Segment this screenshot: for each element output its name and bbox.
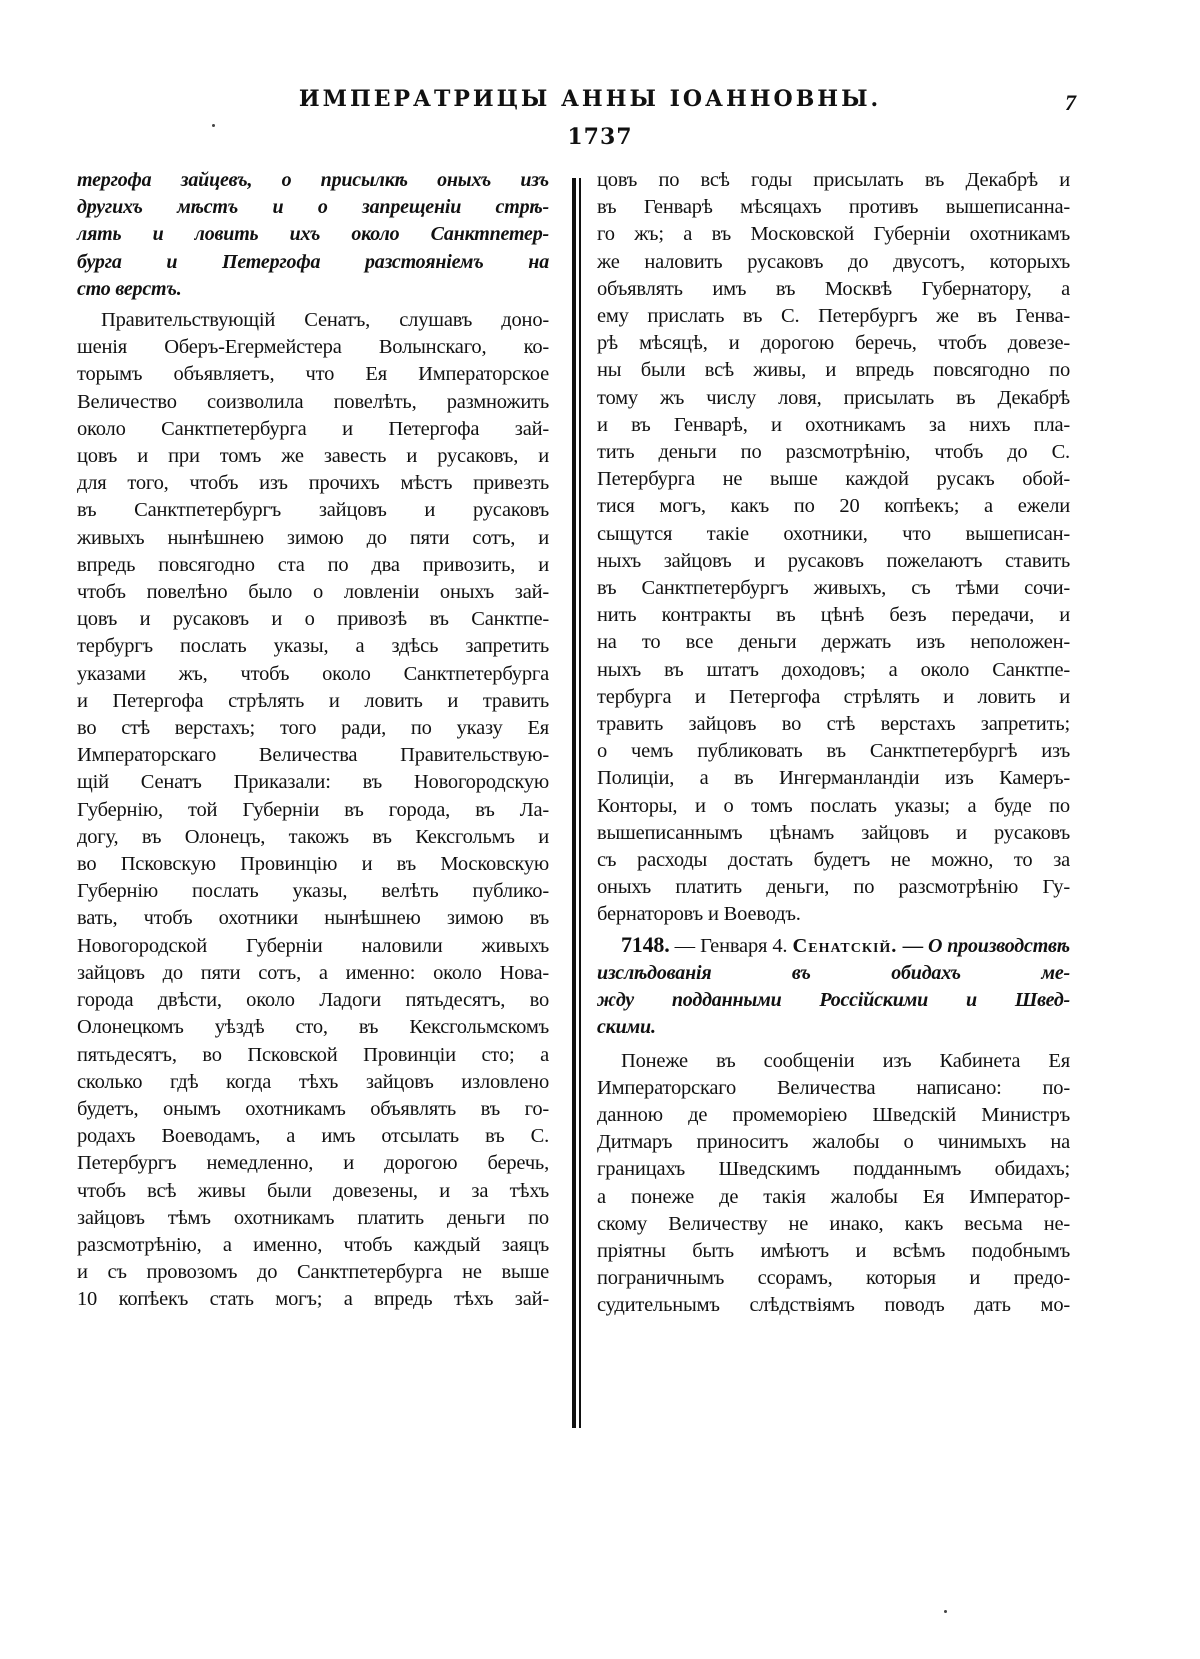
text-line: сыщутся такіе охотники, что вышеписан- <box>597 522 1070 545</box>
text-line: тися могъ, какъ по 20 копѣекъ; а ежели <box>597 495 1070 518</box>
print-speck <box>944 1610 947 1613</box>
text-line: будетъ, онымъ охотникамъ объявлять въ го- <box>77 1097 549 1120</box>
text-line: чтобъ всѣ живы были довезены, и за тѣхъ <box>77 1179 549 1202</box>
text-line: во стѣ верстахъ; того ради, по указу Ея <box>77 717 549 740</box>
text-line: границахъ Шведскимъ подданнымъ обидахъ; <box>597 1158 1070 1181</box>
text-line: травить зайцовъ во стѣ верстахъ запретить; <box>597 713 1070 736</box>
column-divider-thick <box>572 178 576 1428</box>
text-line: на то все деньги держать изъ неположен- <box>597 631 1070 654</box>
text-line: зайцовъ до пяти сотъ, а именно: около Нова- <box>77 961 549 984</box>
text-line: бернаторовъ и Воеводъ. <box>597 903 801 926</box>
text-line: чтобъ повелѣно было о ловленіи оныхъ зай- <box>77 581 549 604</box>
text-line: 10 копѣекъ стать могъ; а впредь тѣхъ зай- <box>77 1288 549 1311</box>
text-line: родахъ Воеводамъ, а имъ отсылать въ С. <box>77 1125 549 1148</box>
title-line: тергофа зайцевъ, о присылкѣ оныхъ изъ <box>77 169 549 191</box>
text-line: во Псковскую Провинцію и въ Московскую <box>77 853 549 876</box>
text-line: для того, чтобъ изъ прочихъ мѣстъ привезть <box>77 472 549 495</box>
text-line: пріятны быть имѣютъ и всѣмъ подобнымъ <box>597 1239 1070 1262</box>
text-line: и съ провозомъ до Санктпетербурга не выше <box>77 1261 549 1284</box>
text-line: данною де промеморіею Шведскій Министръ <box>597 1103 1070 1126</box>
column-divider-thin <box>579 178 581 1428</box>
title-line: сто верстъ. <box>77 277 182 300</box>
entry-dash: — <box>674 934 695 957</box>
page-number: 7 <box>1065 90 1076 115</box>
text-line: Полиціи, а въ Ингерманландіи изъ Камеръ- <box>597 767 1070 790</box>
text-line: объявлять имъ въ Москвѣ Губернатору, а <box>597 277 1070 300</box>
text-line: судительнымъ слѣдствіямъ поводъ дать мо- <box>597 1294 1070 1317</box>
text-line: догу, въ Олонецъ, такожъ въ Кексгольмъ и <box>77 825 549 848</box>
text-line: вышеписаннымъ цѣнамъ зайцовъ и русаковъ <box>597 821 1070 844</box>
entry-title-line: скими. <box>597 1016 656 1039</box>
decree-title <box>77 167 549 303</box>
text-line: и Петергофа стрѣлять и ловить и травить <box>77 689 549 712</box>
text-line: въ Генварѣ мѣсяцахъ противъ вышеписанна- <box>597 196 1070 219</box>
text-line: скому Величеству не инако, какъ весьма не- <box>597 1212 1070 1235</box>
text-line: города двѣсти, около Ладоги пятьдесятъ, во <box>77 989 549 1012</box>
running-head: ИМПЕРАТРИЦЫ АННЫ ІОАННОВНЫ. <box>298 86 882 112</box>
text-line: Понеже въ сообщеніи изъ Кабинета Ея <box>621 1049 1070 1072</box>
entry-dash: — <box>902 934 923 957</box>
text-line: ныхъ въ штатъ доходовъ; а около Санктпе- <box>597 658 1070 681</box>
entry-title-start: О производствѣ изслѣдованія въ обидахъ ме- <box>597 934 1070 984</box>
text-line: шенія Оберъ-Егермейстера Волынскаго, ко- <box>77 336 549 359</box>
entry-type: Сенатскій. <box>792 934 898 957</box>
text-line: указами жъ, чтобъ около Санктпетербурга <box>77 662 549 685</box>
text-line: о чемъ публиковать въ Санктпетербургѣ изъ <box>597 740 1070 763</box>
left-column <box>77 167 549 1314</box>
text-line: Губернію, той Губерніи въ города, въ Ла- <box>77 798 549 821</box>
year-heading: 1737 <box>567 124 633 150</box>
entry-title-line: жду подданными Россійскими и Швед- <box>597 989 1070 1012</box>
text-line: Петербурга не выше каждой русакъ обой- <box>597 468 1070 491</box>
text-line: нить контракты въ цѣнѣ безъ передачи, и <box>597 604 1070 627</box>
text-line: зайцовъ тѣмъ охотникамъ платить деньги по <box>77 1206 549 1229</box>
text-line: пограничнымъ ссорамъ, которыя и предо- <box>597 1267 1070 1290</box>
right-column <box>597 167 1070 1320</box>
text-line: Императорскаго Величества написано: по- <box>597 1076 1070 1099</box>
text-line: го жъ; а въ Московской Губерніи охотникамъ <box>597 223 1070 246</box>
text-line: съ расходы достать будетъ не можно, то за <box>597 849 1070 872</box>
text-line: щій Сенатъ Приказали: въ Новогородскую <box>77 771 549 794</box>
text-line: ему прислать въ С. Петербургъ же въ Генва- <box>597 305 1070 328</box>
text-line: въ Санктпетербургъ живыхъ, съ тѣми сочи- <box>597 577 1070 600</box>
text-line: сколько гдѣ когда тѣхъ зайцовъ изловлено <box>77 1070 549 1093</box>
text-line: разсмотрѣнію, а именно, чтобъ каждый заяцъ <box>77 1233 549 1256</box>
text-line: Петербургъ немедленно, и дорогою беречь, <box>77 1152 549 1175</box>
title-line: другихъ мѣстъ и о запрещеніи стрѣ- <box>77 196 549 219</box>
text-line: Императорскаго Величества Правительствую- <box>77 744 549 767</box>
text-line: Величество соизволила повелѣть, размножить <box>77 390 549 413</box>
text-line: около Санктпетербурга и Петергофа зай- <box>77 417 549 440</box>
entry-heading <box>597 931 1070 1042</box>
text-line: ны были всѣ живы, и впредь повсягодно по <box>597 359 1070 382</box>
text-line: тить деньги по разсмотрѣнію, чтобъ до С. <box>597 441 1070 464</box>
text-line: рѣ мѣсяцѣ, и дорогою беречь, чтобъ довезе- <box>597 332 1070 355</box>
text-line: цовъ по всѣ годы присылать въ Декабрѣ и <box>597 169 1070 191</box>
text-line: Губернію послать указы, велѣть публико- <box>77 880 549 903</box>
title-line: бурга и Петергофа разстояніемъ на <box>77 250 549 273</box>
text-line: впредь повсягодно ста по два привозить, и <box>77 553 549 576</box>
entry-date: Генваря 4. <box>700 934 788 957</box>
left-body <box>77 307 549 1314</box>
entry-heading-line <box>597 931 1070 987</box>
text-line: тербурга и Петергофа стрѣлять и ловить и <box>597 685 1070 708</box>
text-line: Дитмаръ приноситъ жалобы о чинимыхъ на <box>597 1131 1070 1154</box>
text-line: цовъ и русаковъ и о привозѣ въ Санктпе- <box>77 608 549 631</box>
right-body-1 <box>597 167 1070 929</box>
print-speck <box>212 124 215 127</box>
text-line: оныхъ платить деньги, по разсмотрѣнію Гу- <box>597 876 1070 899</box>
text-line: Конторы, и о томъ послать указы; а буде по <box>597 794 1070 817</box>
entry-number: 7148. <box>621 931 670 957</box>
text-line: Новогородской Губерніи наловили живыхъ <box>77 934 549 957</box>
text-line: а понеже де такія жалобы Ея Император- <box>597 1185 1070 1208</box>
right-body-2 <box>597 1048 1070 1320</box>
text-line: тербургъ послать указы, а здѣсь запретить <box>77 635 549 658</box>
text-line: въ Санктпетербургъ зайцовъ и русаковъ <box>77 499 549 522</box>
text-line: цовъ и при томъ же завесть и русаковъ, и <box>77 445 549 468</box>
text-line: ныхъ зайцовъ и русаковъ пожелаютъ ставить <box>597 549 1070 572</box>
text-line: Олонецкомъ уѣздѣ сто, въ Кексгольмскомъ <box>77 1016 549 1039</box>
text-line: же наловить русаковъ до двусотъ, которыхъ <box>597 250 1070 273</box>
text-line: вать, чтобъ охотники нынѣшнею зимою въ <box>77 907 549 930</box>
title-line: лять и ловить ихъ около Санктпетер- <box>77 223 549 246</box>
text-line: пятьдесятъ, во Псковской Провинціи сто; а <box>77 1043 549 1066</box>
text-line: торымъ объявляетъ, что Ея Императорское <box>77 363 549 386</box>
text-line: тому жъ числу ловя, присылать въ Декабрѣ <box>597 386 1070 409</box>
text-line: живыхъ нынѣшнею зимою до пяти сотъ, и <box>77 526 549 549</box>
text-line: Правительствующій Сенатъ, слушавъ доно- <box>101 309 549 332</box>
text-line: и въ Генварѣ, и охотникамъ за нихъ пла- <box>597 413 1070 436</box>
